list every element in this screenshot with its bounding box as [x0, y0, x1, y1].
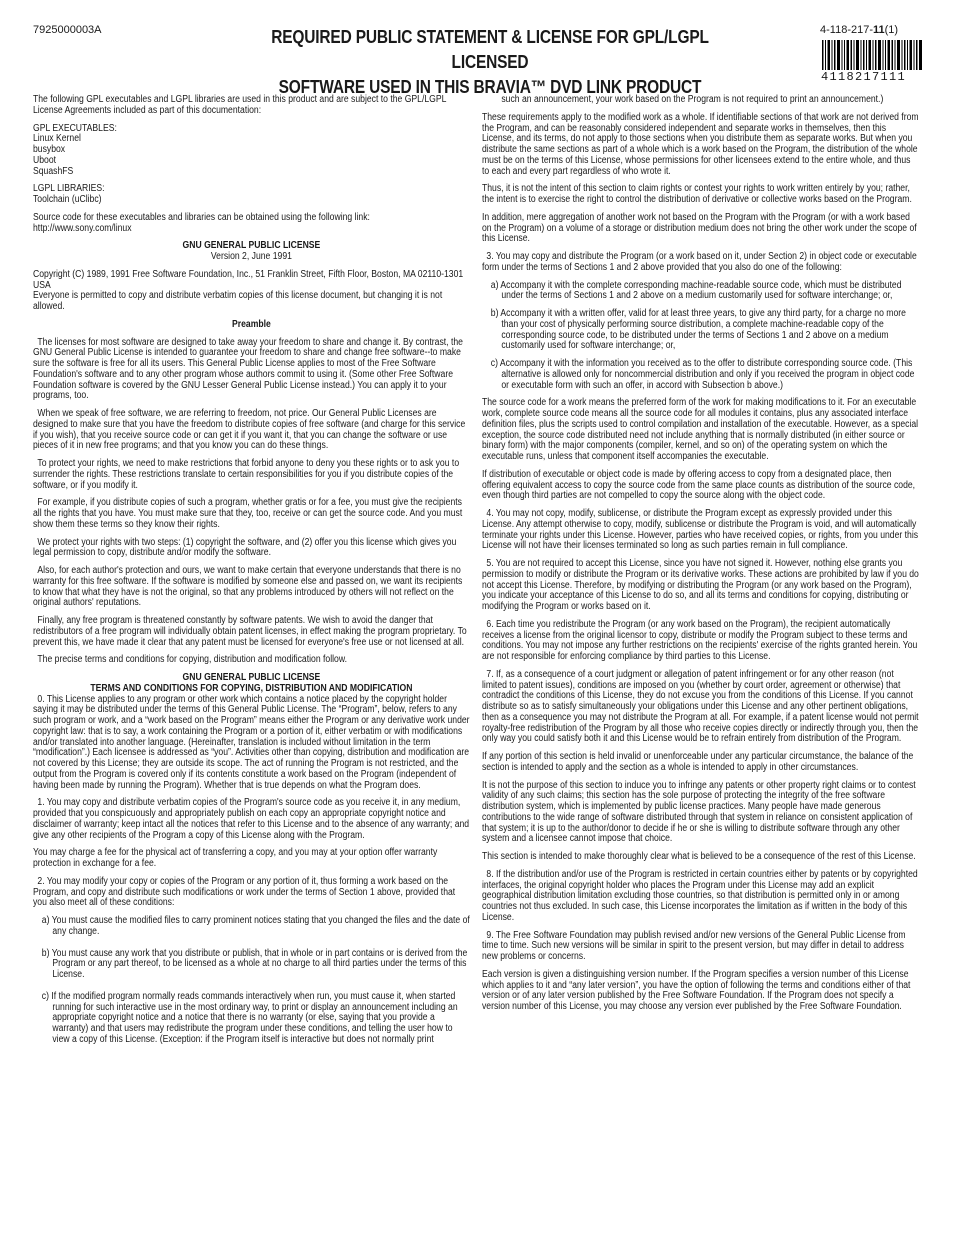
terms-section: 5. You are not required to accept this License, since you have not signed it. However, nothing else grants you permission to modify or distribute the Program or its derivative works. These actions are prohibited by law if you do not accept this License. Therefore, by modifying or distributing the Program (or any work based on the Program), you indicate your acceptance of this License to do so, and all its terms and conditions for copying, distributing or modifying the Program or works based on it. [482, 558, 919, 612]
terms-section: 2. You may modify your copy or copies of the Program or any portion of it, thus forming a work based on the Program, and copy and distribute such modifications or work under the terms of Section 1 above, provided that you also meet all of these conditions: [33, 875, 456, 909]
terms-section: If any portion of this section is held invalid or unenforceable under any particular circumstance, the balance of the section is intended to apply and the section as a whole is intended to apply in other circumstances. [482, 751, 914, 773]
barcode-icon [822, 40, 922, 70]
copyright-notice: Copyright (C) 1989, 1991 Free Software Foundation, Inc., 51 Franklin Street, Fifth Floor, Boston, MA 02110-1301 USA [33, 268, 464, 291]
left-column [33, 95, 470, 1053]
preamble-paragraph: To protect your rights, we need to make restrictions that forbid anyone to deny you these rights or to ask you to surrender the rights. These restrictions translate to certain responsibilities for you if you distribute copies of the software, or if you modify it. [33, 458, 460, 491]
terms-section: 6. Each time you redistribute the Program (or any work based on the Program), the recipient automatically receives a license from the original licensor to copy, distribute or modify the Program subject to these terms and conditions. You may not impose any further restrictions on the recipients' exercise of the rights granted herein. You are not responsible for enforcing compliance by third parties to this License. [482, 618, 918, 662]
terms-continuation: such an announcement, your work based on the Program is not required to print an announcement.) [501, 94, 884, 105]
gpl-heading: GNU GENERAL PUBLIC LICENSE [182, 240, 321, 252]
gpl-item: Linux Kernel [33, 133, 81, 145]
terms-section: You may charge a fee for the physical act of transferring a copy, and you may at your option offer warranty protection in exchange for a fee. [33, 847, 438, 869]
title-line-1: REQUIRED PUBLIC STATEMENT & LICENSE FOR GPL/LGPL LICENSED [271, 27, 709, 72]
terms-section: 9. The Free Software Foundation may publish revised and/or new versions of the General Public License from time to time. Such new versions will be similar in spirit to the present version, but may differ in detail to address new problems or concerns. [482, 929, 906, 962]
terms-section: 7. If, as a consequence of a court judgment or allegation of patent infringement or for any other reason (not limited to patent issues), conditions are imposed on you (whether by court order, agreement or otherwise) that contradict the conditions of this License, they do not excuse you from the conditions of this License. If you cannot distribute so as to satisfy simultaneously your obligations under this License and any other pertinent obligations, then as a consequence you may not distribute the Program at all. For example, if a patent license would not permit royalty-free redistribution of the Program by all those who receive copies directly or indirectly through you, then the only way you could satisfy both it and this License would be to refrain entirely from distribution of the Program. [482, 668, 919, 745]
barcode-number: 4118217111 [821, 70, 907, 84]
part-number-suffix: (1) [884, 24, 899, 36]
intro-paragraph: The following GPL executables and LGPL libraries are used in this product and are subject to the GPL/LGPL License Agreements included as part of this documentation: [33, 94, 447, 116]
part-number-prefix: 4-118-217- [820, 24, 873, 36]
document-code: 7925000003A [33, 24, 102, 36]
preamble-paragraph: Finally, any free program is threatened constantly by software patents. We wish to avoid the danger that redistributors of a free program will individually obtain patent licenses, in effect making the program proprietary. To prevent this, we have made it clear that any patent must be licensed for everyone's free use or not licensed at all. [33, 615, 467, 648]
lgpl-libraries-list [33, 184, 470, 206]
terms-subitem: a) You must cause the modified files to carry prominent notices stating that you changed the files and the date of any change. [41, 915, 470, 937]
lgpl-libraries-label: LGPL LIBRARIES: [33, 183, 105, 195]
part-number-bold: 11 [873, 24, 885, 36]
terms-section: This section is intended to make thoroughly clear what is believed to be a consequence of the rest of this License. [482, 851, 916, 862]
terms-subitem: b) You must cause any work that you distribute or publish, that in whole or in part contains or is derived from the Program or any part thereof, to be licensed as a whole at no charge to all third parties under the terms of this License. [41, 947, 468, 980]
preamble-paragraph: We protect your rights with two steps: (1) copyright the software, and (2) offer you this license which gives you legal permission to copy, distribute and/or modify the software. [33, 536, 457, 559]
gpl-item: SquashFS [33, 165, 74, 177]
terms-section: The source code for a work means the preferred form of the work for making modifications to it. For an executable work, complete source code means all the source code for all modules it contains, plus any associated interface definition files, plus the scripts used to control compilation and installation of the executable. However, as a special exception, the source code distributed need not include anything that is normally distributed (in either source or binary form) with the major components (compiler, kernel, and so on) of the operating system on which the executable runs, unless that component itself accompanies the executable. [482, 397, 919, 462]
terms-subitem: c) Accompany it with the information you received as to the offer to distribute corresponding source code. (This alternative is allowed only for noncommercial distribution and only if you received the program in object code or executable form with such an offer, in accord with Subsection b above.) [490, 358, 915, 391]
terms-section: These requirements apply to the modified work as a whole. If identifiable sections of that work are not derived from the Program, and can be reasonably considered independent and separate works in themselves, then this License, and its terms, do not apply to those sections when you distribute them as separate works. But when you distribute the same sections as part of a whole which is a work based on the Program, the distribution of the whole must be on the terms of this License, whose permissions for other licensees extend to the entire whole, and thus to each and every part regardless of who wrote it. [482, 111, 919, 177]
gpl-executables-list [33, 124, 470, 178]
preamble-paragraph: The licenses for most software are designed to take away your freedom to share and change it. By contrast, the GNU General Public License is intended to guarantee your freedom to share and change free software--to make sure the software is free for all its users. This General Public License applies to most of the Free Software Foundation's software and to any other program whose authors commit to using it. (Some other Free Software Foundation software is covered by the GNU Lesser General Public License instead.) You can apply it to your programs, too. [33, 336, 463, 402]
page-title [232, 25, 748, 100]
terms-section: In addition, mere aggregation of another work not based on the Program with the Program (or with a work based on the Program) on a volume of a storage or distribution medium does not bring the other work under the scope of this License. [482, 211, 917, 245]
terms-section: Thus, it is not the intent of this section to claim rights or contest your rights to work written entirely by you; rather, the intent is to exercise the right to control the distribution of derivative or collective works based on the Program. [482, 183, 912, 205]
terms-subitem: b) Accompany it with a written offer, valid for at least three years, to give any third party, for a charge no more than your cost of physically performing source distribution, a complete machine-readable copy of the corresponding source code, to be distributed under the terms of Sections 1 and 2 above on a medium customarily used for software interchange; or, [490, 308, 906, 352]
preamble-paragraph: Also, for each author's protection and ours, we want to make certain that everyone understands that there is no warranty for this free software. If the software is modified by someone else and passed on, we want its recipients to know that what they have is not the original, so that any problems introduced by others will not reflect on the original authors' reputations. [33, 565, 463, 609]
terms-section: Each version is given a distinguishing version number. If the Program specifies a version number of this License which applies to it and “any later version”, you have the option of following the terms and conditions either of that version or of any later version published by the Free Software Foundation. If the Program does not specify a version number of this License, you may choose any version ever published by the Free Software Foundation. [482, 968, 911, 1012]
preamble-heading: Preamble [232, 318, 271, 330]
title-line-2: SOFTWARE USED IN THIS BRAVIA™ DVD LINK PRODUCT [278, 77, 702, 97]
terms-section: 8. If the distribution and/or use of the Program is restricted in certain countries either by patents or by copyrighted interfaces, the original copyright holder who places the Program under this License may add an explicit geographical distribution limitation excluding those countries, so that distribution is permitted only in or among countries not thus excluded. In such case, this License incorporates the limitation as if written in the body of this License. [482, 868, 918, 923]
terms-section: 0. This License applies to any program or other work which contains a notice placed by the copyright holder saying it may be distributed under the terms of this General Public License. The “Program”, below, refers to any such program or work, and a “work based on the Program” means either the Program or any derivative work under copyright law: that is to say, a work containing the Program or a portion of it, either verbatim or with modifications and/or translated into another language. (Hereinafter, translation is included without limitation in the term “modification”.) Each licensee is addressed as “you”. Activities other than copying, distribution and modification are not covered by this License; they are outside its scope. The act of running the Program is not restricted, and the output from the Program is covered only if its contents constitute a work based on the Program (independent of having been made by running the Program). Whether that is true depends on what the Program does. [33, 693, 470, 791]
gpl-executables-label: GPL EXECUTABLES: [33, 122, 117, 134]
terms-heading: GNU GENERAL PUBLIC LICENSE [182, 672, 321, 683]
terms-section: If distribution of executable or object code is made by offering access to copy from a designated place, then offering equivalent access to copy the source code from the same place counts as distribution of the source code, even though third parties are not compelled to copy the source along with the object code. [482, 468, 916, 502]
preamble-paragraph: When we speak of free software, we are referring to freedom, not price. Our General Public Licenses are designed to make sure that you have the freedom to distribute copies of free software (and charge for this service if you wish), that you receive source code or can get it if you want it, that you can change the software or use pieces of it in new free programs; and that you know you can do these things. [33, 408, 466, 452]
right-column [482, 95, 919, 1020]
preamble-paragraph: For example, if you distribute copies of such a program, whether gratis or for a fee, you must give the recipients all the rights that you have. You must make sure that they, too, receive or can get the source code. And you must show them these terms so they know their rights. [33, 497, 463, 530]
lgpl-item: Toolchain (uClibc) [33, 194, 102, 205]
gpl-item: Uboot [33, 154, 57, 166]
terms-subitem: a) Accompany it with the complete corresponding machine-readable source code, which must be distributed under the terms of Sections 1 and 2 above on a medium customarily used for software interchange; or, [490, 279, 902, 302]
gpl-item: busybox [33, 144, 66, 155]
terms-section: It is not the purpose of this section to induce you to infringe any patents or other property right claims or to contest validity of any such claims; this section has the sole purpose of protecting the integrity of the free software distribution system, which is implemented by public license practices. Many people have made generous contributions to the wide range of software distributed through that system in reliance on consistent application of that system; it is up to the author/donor to decide if he or she is willing to distribute software through any other system and a licensee cannot impose that choice. [482, 779, 916, 845]
terms-subitem: c) If the modified program normally reads commands interactively when run, you must cause it, when started running for such interactive use in the most ordinary way, to print or display an announcement including an appropriate copyright notice and a notice that there is no warranty (or else, saying that you provide a warranty) and that users may redistribute the program under these conditions, and telling the user how to view a copy of this License. (Exception: if the Program itself is interactive but does not normally print [41, 990, 458, 1045]
source-code-note: Source code for these executables and libraries can be obtained using the following link: http://www.sony.com/linux [33, 211, 370, 234]
terms-section: 4. You may not copy, modify, sublicense, or distribute the Program except as expressly provided under this License. Any attempt otherwise to copy, modify, sublicense or distribute the Program is void, and will automatically terminate your rights under this License. However, parties who have received copies, or rights, from you under this License will not have their licenses terminated so long as such parties remain in full compliance. [482, 508, 919, 552]
part-number [820, 24, 898, 36]
preamble-paragraph: The precise terms and conditions for copying, distribution and modification follow. [37, 654, 347, 666]
terms-section: 1. You may copy and distribute verbatim copies of the Program's source code as you receive it, in any medium, provided that you conspicuously and appropriately publish on each copy an appropriate copyright notice and disclaimer of warranty; keep intact all the notices that refer to this License and to the absence of any warranty; and give any other recipients of the Program a copy of this License along with the Program. [33, 797, 470, 841]
terms-subheading: TERMS AND CONDITIONS FOR COPYING, DISTRIBUTION AND MODIFICATION [90, 682, 413, 694]
license-version: Version 2, June 1991 [210, 251, 292, 262]
permission-notice: Everyone is permitted to copy and distribute verbatim copies of this license document, but changing it is not allowed. [33, 290, 443, 312]
terms-section: 3. You may copy and distribute the Program (or a work based on it, under Section 2) in object code or executable form under the terms of Sections 1 and 2 above provided that you also do one of the following: [482, 251, 917, 273]
